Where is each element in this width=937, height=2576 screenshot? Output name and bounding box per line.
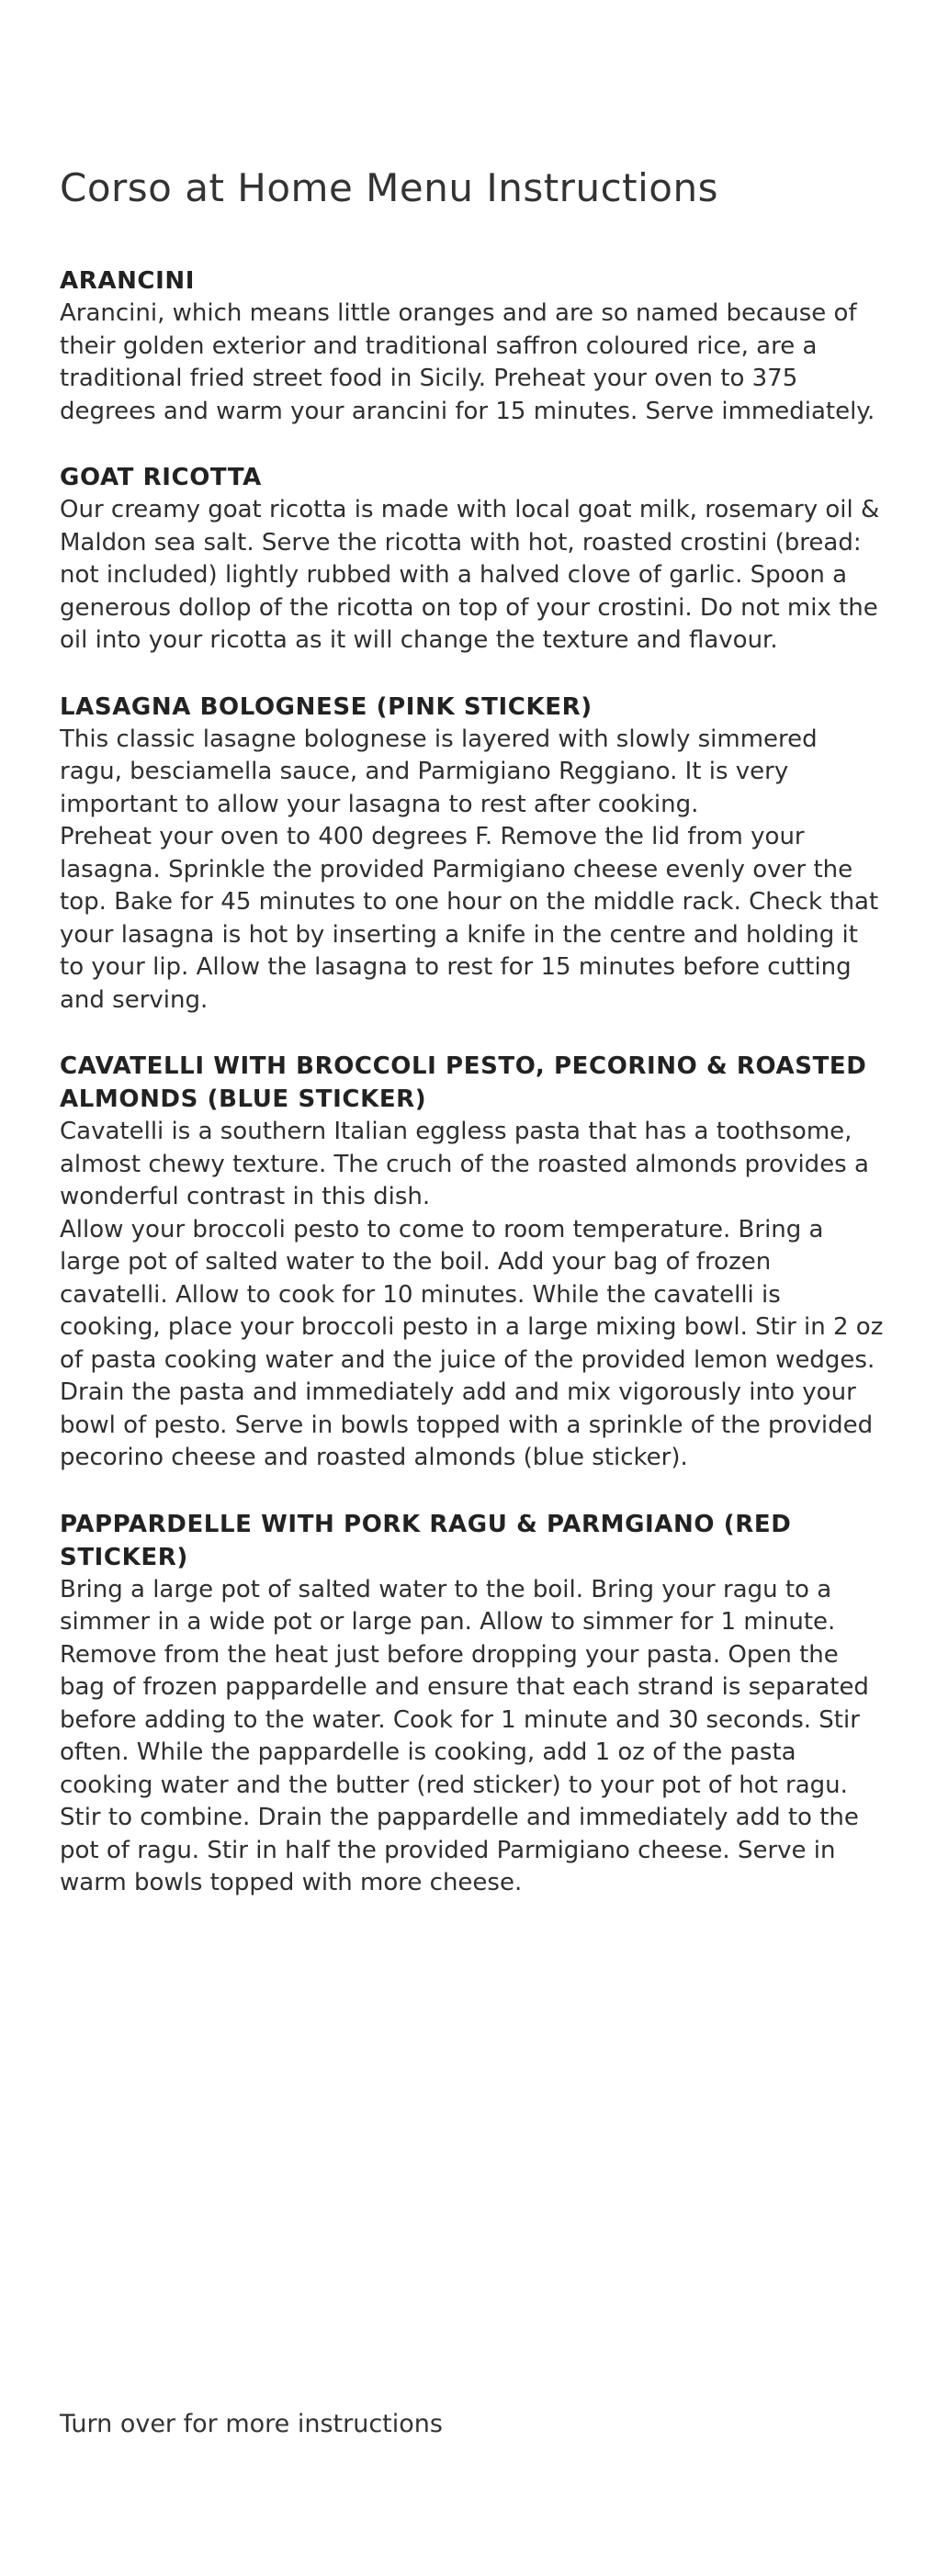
section-heading: GOAT RICOTTA (60, 464, 262, 491)
section-paragraph: Preheat your oven to 400 degrees F. Remove the lid from your lasagna. Sprinkle the provided Parmigiano cheese evenly over the top. Bake for 45 minutes to one hour on the middle rack. Check that your lasagna is hot by inserting a knife in the centre and holding it to your lip. Allow the lasagna to rest for 15 minutes before cutting and serving. (60, 823, 879, 1014)
section-paragraph: Bring a large pot of salted water to the boil. Bring your ragu to a simmer in a wide pot or large pan. Allow to simmer for 1 minute. Remove from the heat just before dropping your pasta. Open the bag of frozen pappardelle and ensure that each strand is separated before adding to the water. Cook for 1 minute and 30 seconds. Stir often. While the pappardelle is cooking, add 1 oz of the pasta cooking water and the butter (red sticker) to your pot of hot ragu. Stir to combine. Drain the pappardelle and immediately add to the pot of ragu. Stir in half the provided Parmigiano cheese. Serve in warm bowls topped with more cheese. (60, 1575, 869, 1896)
section-pappardelle (60, 1508, 886, 1900)
section-cavatelli (60, 1050, 886, 1475)
page-title: Corso at Home Menu Instructions (60, 165, 718, 210)
section-paragraph: Allow your broccoli pesto to come to room temperature. Bring a large pot of salted water to the boil. Add your bag of frozen cavatelli. Allow to cook for 10 minutes. While the cavatelli is cooking, place your broccoli pesto in a large mixing bowl. Stir in 2 oz of pasta cooking water and the juice of the provided lemon wedges. Drain the pasta and immediately add and mix vigorously into your bowl of pesto. Serve in bowls topped with a sprinkle of the provided pecorino cheese and roasted almonds (blue sticker). (60, 1215, 884, 1471)
section-heading: LASAGNA BOLOGNESE (PINK STICKER) (60, 692, 593, 721)
section-paragraph: Arancini, which means little oranges and are so named because of their golden exterior and traditional saffron coloured rice, are a traditional fried street food in Sicily. Preheat your oven to 375 degrees and warm your arancini for 15 minutes. Serve immediately. (60, 299, 875, 425)
section-heading: PAPPARDELLE WITH PORK RAGU & PARMGIANO (RED STICKER) (60, 1510, 792, 1571)
section-paragraph: This classic lasagne bolognese is layered with slowly simmered ragu, besciamella sauce, and Parmigiano Reggiano. It is very important to allow your lasagna to rest after cooking. (60, 725, 818, 818)
section-goat-ricotta (60, 461, 886, 658)
section-arancini (60, 264, 886, 428)
instruction-sections (60, 264, 886, 1933)
section-paragraph: Cavatelli is a southern Italian eggless pasta that has a toothsome, almost chewy texture. The cruch of the roasted almonds provides a wonderful contrast in this dish. (60, 1118, 869, 1210)
section-lasagna-bolognese (60, 691, 886, 1018)
footer-note: Turn over for more instructions (60, 2410, 443, 2438)
section-heading: ARANCINI (60, 267, 196, 295)
section-paragraph: Our creamy goat ricotta is made with local goat milk, rosemary oil & Maldon sea salt. Serve the ricotta with hot, roasted crostini (bread: not included) lightly rubbed with a halved clove of garlic. Spoon a generous dollop of the ricotta on top of your crostini. Do not mix the oil into your ricotta as it will change the texture and flavour. (60, 496, 880, 654)
section-heading: CAVATELLI WITH BROCCOLI PESTO, PECORINO & ROASTED ALMONDS (BLUE STICKER) (60, 1052, 867, 1113)
